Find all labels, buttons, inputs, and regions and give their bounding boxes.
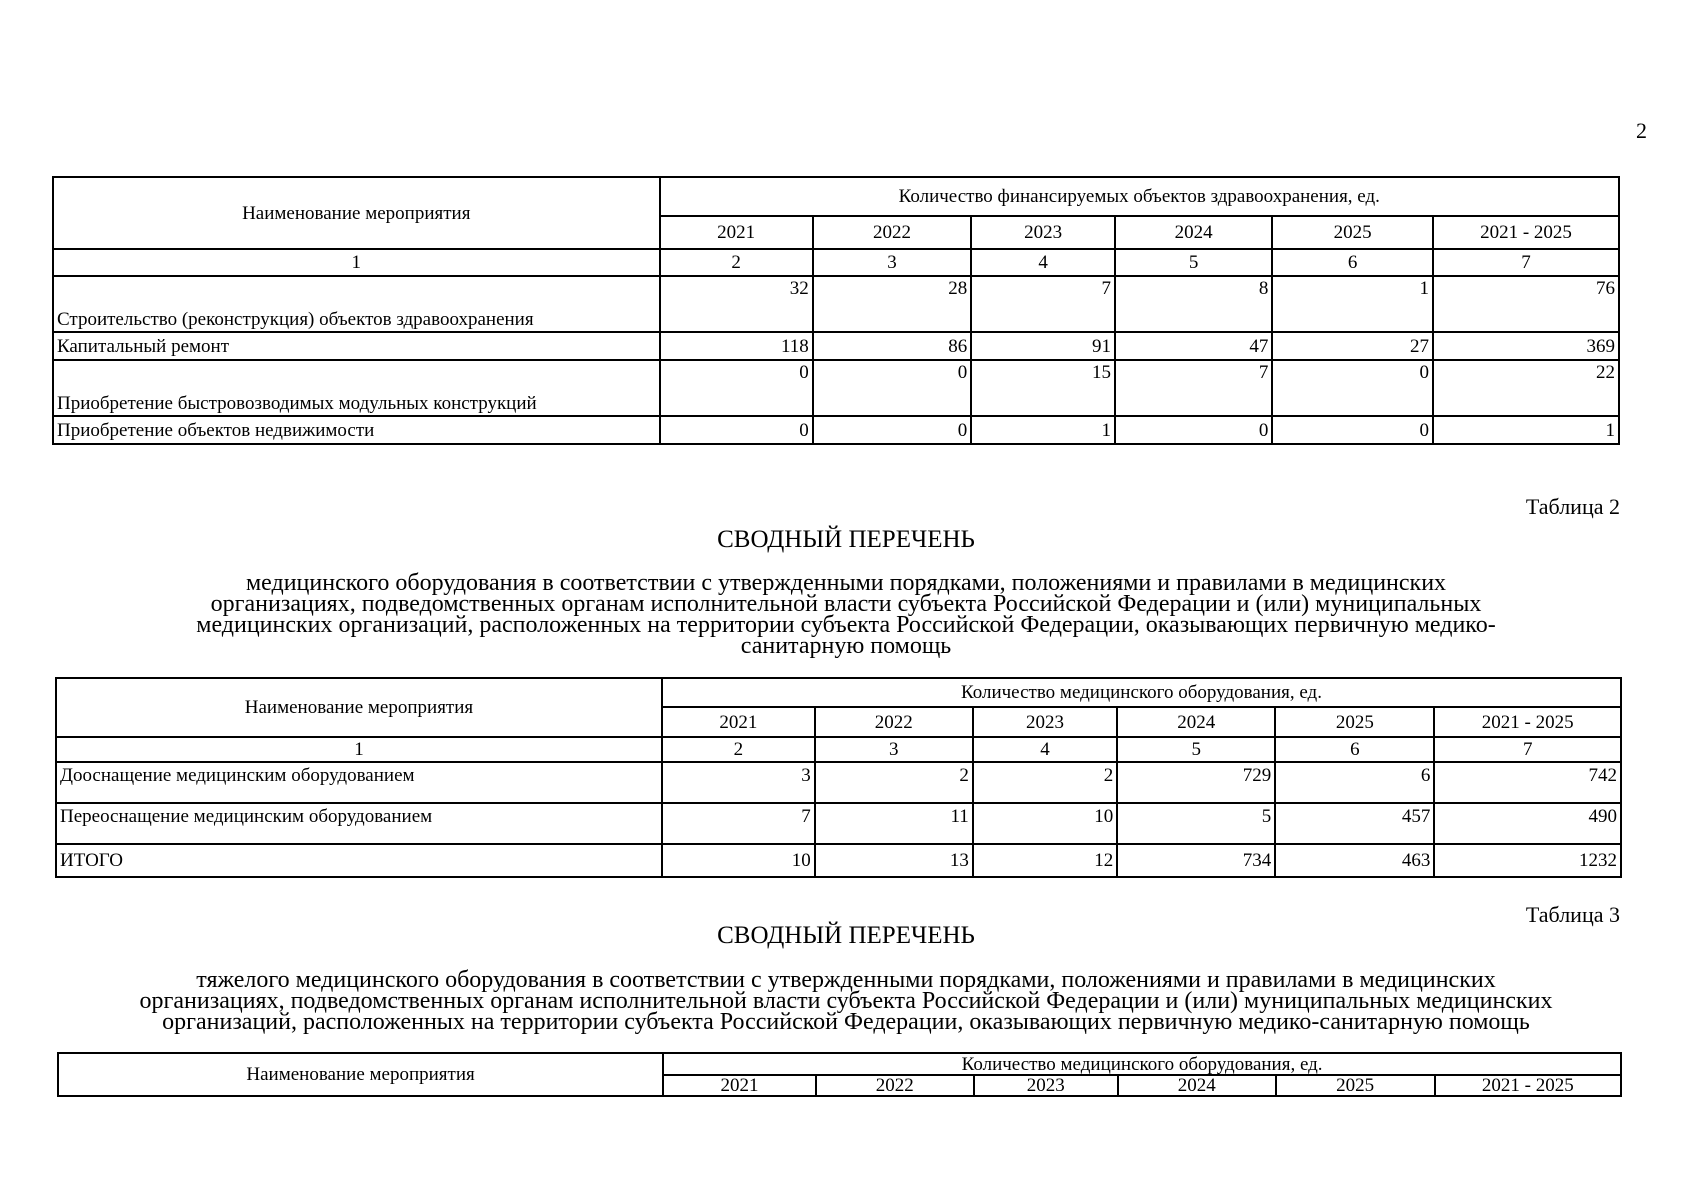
table-row [53, 332, 1619, 360]
column-number: 1 [56, 737, 662, 762]
group-header: Количество медицинского оборудования, ед. [662, 678, 1621, 707]
year-header: 2025 [1276, 1075, 1435, 1096]
row-name: Приобретение объектов недвижимости [53, 416, 660, 444]
cell-value: 10 [973, 803, 1117, 844]
year-header: 2023 [971, 216, 1115, 249]
cell-value: 10 [662, 844, 815, 877]
cell-value: 27 [1272, 332, 1433, 360]
page-number: 2 [1636, 118, 1647, 143]
table-row [56, 803, 1621, 844]
cell-value: 8 [1115, 276, 1272, 332]
column-number: 3 [815, 737, 973, 762]
cell-value: 742 [1434, 762, 1621, 803]
year-header: 2024 [1118, 1075, 1276, 1096]
cell-value: 463 [1275, 844, 1434, 877]
row-name: Дооснащение медицинским оборудованием [56, 762, 662, 803]
year-header: 2021 - 2025 [1435, 1075, 1621, 1096]
section-subtitle [0, 570, 1692, 659]
column-number: 6 [1275, 737, 1434, 762]
row-name: Капитальный ремонт [53, 332, 660, 360]
column-number: 4 [971, 249, 1115, 276]
column-number: 6 [1272, 249, 1433, 276]
column-number: 1 [53, 249, 660, 276]
cell-value: 734 [1117, 844, 1275, 877]
cell-value: 22 [1433, 360, 1619, 416]
cell-value: 5 [1117, 803, 1275, 844]
year-header: 2022 [816, 1075, 974, 1096]
table-label: Таблица 2 [1525, 494, 1620, 519]
year-header: 2022 [813, 216, 972, 249]
cell-value: 0 [1272, 360, 1433, 416]
table-row [56, 844, 1621, 877]
cell-value: 1 [1433, 416, 1619, 444]
cell-value: 28 [813, 276, 972, 332]
cell-value: 0 [660, 360, 813, 416]
cell-value: 2 [973, 762, 1117, 803]
table-heavy-equipment [57, 1052, 1622, 1097]
cell-value: 0 [813, 416, 972, 444]
section-title: СВОДНЫЙ ПЕРЕЧЕНЬ [717, 526, 975, 553]
name-header: Наименование мероприятия [56, 678, 662, 737]
cell-value: 1232 [1434, 844, 1621, 877]
cell-value: 490 [1434, 803, 1621, 844]
row-name: Приобретение быстровозводимых модульных конструкций [53, 360, 660, 416]
cell-value: 729 [1117, 762, 1275, 803]
table-medical-equipment [55, 677, 1622, 878]
subtitle-line: тяжелого медицинского оборудования в соответствии с утвержденными порядками, положениями и правилами в медицинских [196, 967, 1496, 993]
year-header: 2024 [1115, 216, 1272, 249]
column-number: 7 [1434, 737, 1621, 762]
group-header: Количество финансируемых объектов здравоохранения, ед. [660, 177, 1619, 216]
cell-value: 0 [1272, 416, 1433, 444]
cell-value: 2 [815, 762, 973, 803]
column-number: 4 [973, 737, 1117, 762]
cell-value: 1 [1272, 276, 1433, 332]
year-header: 2025 [1275, 707, 1434, 737]
cell-value: 0 [660, 416, 813, 444]
cell-value: 11 [815, 803, 973, 844]
cell-value: 7 [971, 276, 1115, 332]
cell-value: 76 [1433, 276, 1619, 332]
table-label: Таблица 3 [1525, 902, 1620, 927]
cell-value: 13 [815, 844, 973, 877]
year-header: 2025 [1272, 216, 1433, 249]
subtitle-line: медицинских организаций, расположенных на территории субъекта Российской Федерации, оказывающих первичную медико- [196, 612, 1496, 638]
year-header: 2021 - 2025 [1433, 216, 1619, 249]
subtitle-line: организаций, расположенных на территории субъекта Российской Федерации, оказывающих первичную медико-санитарную помощь [162, 1009, 1530, 1035]
name-header: Наименование мероприятия [53, 177, 660, 249]
row-name: Переоснащение медицинским оборудованием [56, 803, 662, 844]
name-header: Наименование мероприятия [58, 1053, 663, 1096]
table-row [53, 276, 1619, 332]
year-header: 2023 [973, 707, 1117, 737]
year-header: 2021 - 2025 [1434, 707, 1621, 737]
cell-value: 86 [813, 332, 972, 360]
cell-value: 369 [1433, 332, 1619, 360]
cell-value: 7 [1115, 360, 1272, 416]
table-row [56, 762, 1621, 803]
column-number: 7 [1433, 249, 1619, 276]
year-header: 2021 [662, 707, 815, 737]
row-name: ИТОГО [56, 844, 662, 877]
column-number: 5 [1115, 249, 1272, 276]
cell-value: 118 [660, 332, 813, 360]
cell-value: 47 [1115, 332, 1272, 360]
year-header: 2024 [1117, 707, 1275, 737]
cell-value: 32 [660, 276, 813, 332]
cell-value: 0 [1115, 416, 1272, 444]
section-title: СВОДНЫЙ ПЕРЕЧЕНЬ [717, 922, 975, 949]
cell-value: 12 [973, 844, 1117, 877]
year-header: 2023 [974, 1075, 1118, 1096]
subtitle-line: организациях, подведомственных органам исполнительной власти субъекта Российской Федерации и (или) муниципальных [210, 591, 1482, 617]
table-row [53, 360, 1619, 416]
cell-value: 91 [971, 332, 1115, 360]
cell-value: 15 [971, 360, 1115, 416]
column-number: 2 [662, 737, 815, 762]
subtitle-line: медицинского оборудования в соответствии с утвержденными порядками, положениями и правилами в медицинских [245, 570, 1447, 596]
cell-value: 0 [813, 360, 972, 416]
cell-value: 457 [1275, 803, 1434, 844]
cell-value: 3 [662, 762, 815, 803]
subtitle-line: организациях, подведомственных органам исполнительной власти субъекта Российской Федерации и (или) муниципальных медицинских [139, 988, 1553, 1014]
table-financed-objects [52, 176, 1620, 445]
table-row [53, 416, 1619, 444]
year-header: 2021 [663, 1075, 816, 1096]
cell-value: 1 [971, 416, 1115, 444]
group-header: Количество медицинского оборудования, ед. [663, 1053, 1621, 1075]
year-header: 2022 [815, 707, 973, 737]
cell-value: 7 [662, 803, 815, 844]
column-number: 2 [660, 249, 813, 276]
cell-value: 6 [1275, 762, 1434, 803]
section-subtitle [0, 967, 1692, 1035]
column-number: 3 [813, 249, 972, 276]
row-name: Строительство (реконструкция) объектов здравоохранения [53, 276, 660, 332]
year-header: 2021 [660, 216, 813, 249]
column-number: 5 [1117, 737, 1275, 762]
subtitle-line: санитарную помощь [740, 633, 952, 659]
